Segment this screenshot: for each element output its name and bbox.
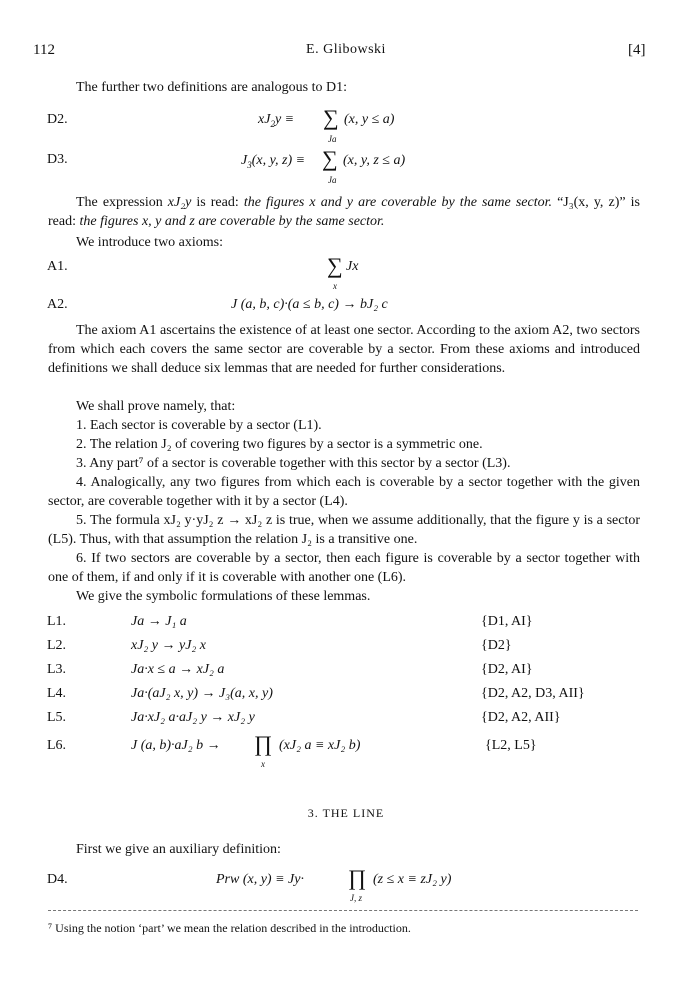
lemma-label: L5.	[47, 710, 67, 725]
page-number: 112	[33, 42, 55, 58]
axiom-paragraph: The axiom A1 ascertains the existence of at least one sector. According to the axiom A2, two sectors from which each covers the same sector are coverable by a sector. From these axioms and introduced definitions we shall deduce six lemmas that are needed for further considerations.	[48, 323, 640, 376]
lemma-formula-right: (xJ₂ a ≡ xJ₂ b)	[279, 738, 361, 753]
lemma-formula: xJ₂ y → yJ₂ x	[131, 638, 207, 653]
list-item: 6. If two sectors are coverable by a sector, then each figure is coverable by a sector together with one of them, if and only if it is coverable with another one (L6).	[48, 551, 640, 585]
prove-intro: We shall prove namely, that:	[76, 399, 236, 414]
list-item: 2. The relation J₂ of covering two figures by a sector is a symmetric one.	[76, 437, 483, 452]
lemma-label: L6.	[47, 738, 67, 753]
lemma-reference: {D2, AI}	[481, 662, 533, 677]
d4-label: D4.	[47, 872, 68, 887]
intro-text: The further two definitions are analogous to D1:	[76, 80, 347, 95]
product-symbol: ∏	[254, 731, 273, 756]
a2-formula: J (a, b, c)·(a ≤ b, c) → bJ₂ c	[231, 297, 388, 312]
symbolic-intro: We give the symbolic formulations of these lemmas.	[76, 589, 371, 604]
d2-sigma: ∑	[323, 105, 339, 130]
lemma-reference: {D1, AI}	[481, 614, 533, 629]
section-title: 3. THE LINE	[307, 806, 385, 820]
d2-label: D2.	[47, 112, 68, 127]
d3-label: D3.	[47, 152, 68, 167]
expression-paragraph: The expression xJ₂y is read: the figures x and y are coverable by the same sector. “J₃(x, y, z)” is read: the figures x, y and z are coverable by the same sector.	[48, 195, 640, 229]
aux-intro: First we give an auxiliary definition:	[76, 842, 281, 857]
list-item: 3. Any part⁷ of a sector is coverable together with this sector by a sector (L3).	[76, 456, 511, 471]
lemma-label: L4.	[47, 686, 67, 701]
lemma-formula: Ja → J₁ a	[131, 614, 187, 629]
lemma-reference: {L2, L5}	[485, 738, 537, 753]
lemma-reference: {D2}	[481, 638, 512, 653]
lemma-reference: {D2, A2, D3, AII}	[481, 686, 585, 701]
lemma-formula: Ja·xJ₂ a·aJ₂ y → xJ₂ y	[131, 710, 255, 725]
lemma-label: L3.	[47, 662, 67, 677]
lemma-formula: Ja·x ≤ a → xJ₂ a	[131, 662, 225, 677]
a1-label: A1.	[47, 259, 68, 274]
lemma-label: L2.	[47, 638, 67, 653]
running-title: E. Glibowski	[306, 42, 386, 57]
d3-sigma: ∑	[322, 146, 338, 171]
footnote: ⁷ Using the notion ‘part’ we mean the relation described in the introduction.	[48, 921, 411, 935]
lemma-formula: J (a, b)·aJ₂ b →	[131, 738, 221, 753]
lemma-reference: {D2, A2, AII}	[481, 710, 561, 725]
list-item: 1. Each sector is coverable by a sector (L1).	[76, 418, 322, 433]
list-item: 5. The formula xJ₂ y·yJ₂ z → xJ₂ z is true, when we assume additionally, that the figure y is a sector (L5). Thus, with that assumption the relation J₂ is a transitive one.	[48, 513, 640, 547]
lemma-label: L1.	[47, 614, 67, 629]
lemma-formula: Ja·(aJ₂ x, y) → J₃(a, x, y)	[131, 686, 273, 701]
footnote-divider	[48, 910, 638, 911]
list-item: 4. Analogically, any two figures from which each is coverable by a sector together with the given sector, are coverable together with it by a sector (L4).	[48, 475, 640, 509]
section-number: [4]	[628, 42, 646, 58]
axioms-intro: We introduce two axioms:	[76, 235, 224, 250]
a2-label: A2.	[47, 297, 68, 312]
